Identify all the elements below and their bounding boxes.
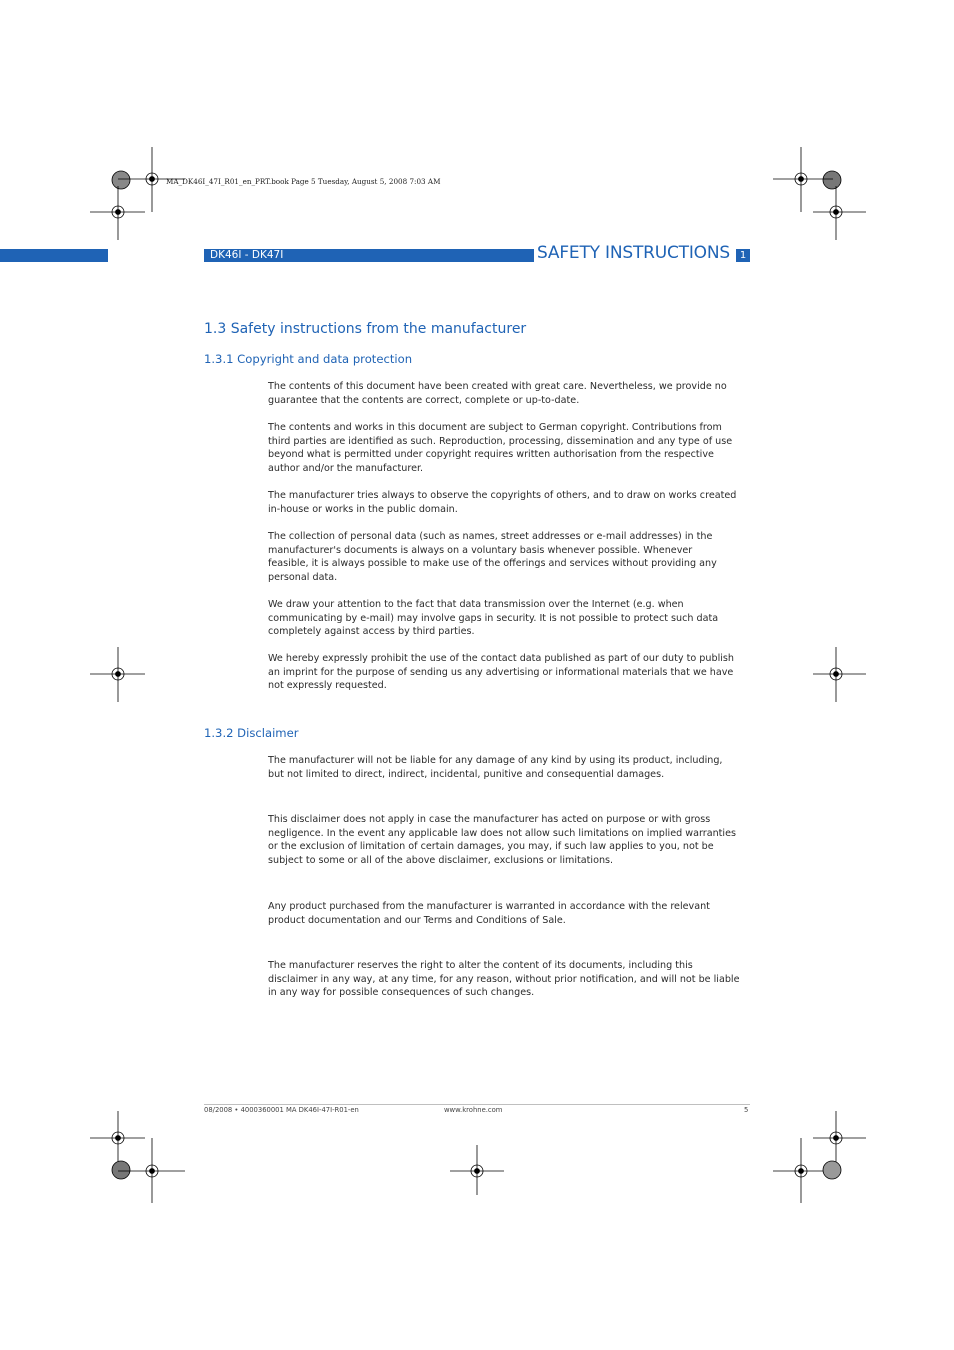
subsection-heading-copyright: 1.3.1 Copyright and data protection bbox=[204, 352, 413, 366]
paragraph: The contents of this document have been created with great care. Nevertheless, we provide no guarantee that the contents are correct, complete or up-to-date. bbox=[268, 381, 727, 406]
paragraph: The manufacturer will not be liable for any damage of any kind by using its product, including, but not limited to direct, indirect, incidental, punitive and consequential damages. bbox=[268, 755, 723, 780]
footer-divider bbox=[204, 1104, 750, 1105]
print-production-note: MA_DK46I_47I_R01_en_PRT.book Page 5 Tuesday, August 5, 2008 7:03 AM bbox=[166, 177, 441, 186]
paragraph: The collection of personal data (such as names, street addresses or e-mail addresses) in the manufacturer's documents is always on a voluntary basis whenever possible. Whenever feasible, it is always possible to make use of the offerings and services without providing any personal data. bbox=[268, 531, 717, 583]
paragraph: We hereby expressly prohibit the use of the contact data published as part of our duty to publish an imprint for the purpose of sending us any advertising or informational materials that we have not expressly requested. bbox=[268, 653, 734, 692]
footer-website: www.krohne.com bbox=[444, 1106, 503, 1114]
header-product-name: DK46I - DK47I bbox=[210, 249, 284, 261]
section-heading: 1.3 Safety instructions from the manufacturer bbox=[204, 321, 527, 337]
subsection-heading-disclaimer: 1.3.2 Disclaimer bbox=[204, 726, 299, 740]
footer-document-info: 08/2008 • 4000360001 MA DK46I-47I-R01-en bbox=[204, 1106, 359, 1114]
paragraph: The contents and works in this document are subject to German copyright. Contributions from third parties are identified as such. Reproduction, processing, dissemination and any type of use beyond what is permitted under copyright requires written authorisation from the respective author and/or the manufacturer. bbox=[268, 422, 733, 474]
paragraph: The manufacturer tries always to observe the copyrights of others, and to draw on works created in-house or works in the public domain. bbox=[268, 490, 737, 515]
chapter-title: SAFETY INSTRUCTIONS bbox=[537, 243, 730, 263]
chapter-number-badge: 1 bbox=[736, 249, 750, 262]
paragraph: We draw your attention to the fact that data transmission over the Internet (e.g. when communicating by e-mail) may involve gaps in security. It is not possible to protect such data completely against access by third parties. bbox=[268, 599, 719, 638]
footer-page-number: 5 bbox=[744, 1106, 749, 1114]
paragraph: The manufacturer reserves the right to alter the content of its documents, including this disclaimer in any way, at any time, for any reason, without prior notification, and will not be liable in any way for possible consequences of such changes. bbox=[268, 960, 740, 999]
paragraph: Any product purchased from the manufacturer is warranted in accordance with the relevant product documentation and our Terms and Conditions of Sale. bbox=[268, 901, 710, 926]
paragraph: This disclaimer does not apply in case the manufacturer has acted on purpose or with gross negligence. In the event any applicable law does not allow such limitations on implied warranties or the exclusion of limitation of certain damages, you may, if such law applies to you, not be subject to some or all of the above disclaimer, exclusions or limitations. bbox=[268, 814, 736, 866]
header-accent-bar bbox=[0, 249, 108, 262]
